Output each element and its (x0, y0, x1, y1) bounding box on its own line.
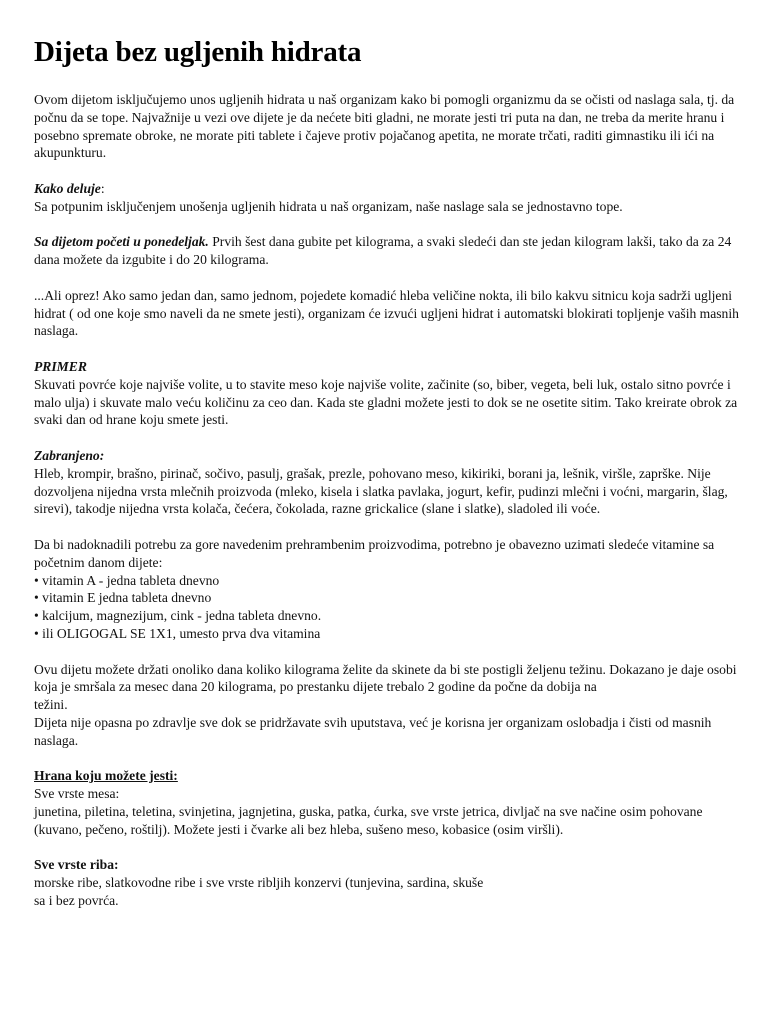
example-section (34, 358, 746, 429)
how-it-works-colon: : (100, 180, 105, 196)
monday-text: Prvih šest dana gubite pet kilograma, a svaki sledeći dan ste jedan kilogram lakši, tako da za 24 dana možete da izgubite i do 20 kilograma. (34, 234, 732, 268)
forbidden-text: Hleb, krompir, brašno, pirinač, sočivo, pasulj, grašak, prezle, pohovano meso, kikiriki, borani ja, lešnik, viršle, zaprške. Nije dozvoljena nijedna vrsta mlečnih proizvoda (mleko, kisela i slatka pavlaka, jogurt, kefir, pudinzi mlečni i voćni, margarin, šlag, sirevi), takodje nijedna vrsta kolača, čećera, čokolada, razne grickalice (slane i slatke), sladoled ili voće. (34, 465, 728, 517)
monday-label: Sa dijetom početi u ponedeljak. (34, 234, 209, 250)
how-it-works-text: Sa potpunim isključenjem unošenja ugljenih hidrata u naš organizam, naše naslage sala se jednostavno tope. (34, 198, 623, 214)
fish-text: morske ribe, slatkovodne ribe i sve vrste ribljih konzervi (tunjevina, sardina, skuše (34, 875, 484, 891)
how-it-works-label: Kako deluje (34, 180, 101, 196)
forbidden-section (34, 447, 746, 518)
fish-section (34, 856, 746, 909)
page-title: Dijeta bez ugljenih hidrata (34, 36, 362, 68)
duration-text: Ovu dijetu možete držati onoliko dana koliko kilograma želite da skinete da bi ste postigli željenu težinu. Dokazano je daje osobi koja je smršala za mesec dana 20 kilograma, po prestanku dijete trebalo 2 godine da počne da dobija na (34, 661, 737, 695)
vitamin-list-item: • kalcijum, magnezijum, cink - jedna tableta dnevno. (34, 608, 322, 624)
vitamins-section (34, 536, 746, 643)
monday-section (34, 233, 746, 269)
forbidden-label: Zabranjeno: (34, 447, 105, 463)
allowed-food-heading: Hrana koju možete jesti: (34, 768, 178, 784)
example-text: Skuvati povrće koje najviše volite, u to stavite meso koje najviše volite, začinite (so, biber, vegeta, beli luk, ostalo sitno povrće i malo ulja) i skuvate malo veću količinu za ceo dan. Kada ste gladni možete jesti to dok se ne osetite sitim. Tako kreirate obrok za svaki dan od hrane koju smete jesti. (34, 376, 738, 428)
vitamins-intro: Da bi nadoknadili potrebu za gore navedenim prehrambenim proizvodima, potrebno je obavezno uzimati sledeće vitamine sa početnim danom dijete: (34, 536, 715, 570)
example-label: PRIMER (34, 358, 87, 374)
intro-paragraph: Ovom dijetom isključujemo unos ugljenih hidrata u naš organizam kako bi pomogli organizmu da se očisti od naslaga sala, tj. da počnu da se tope. Najvažnije u vezi ove dijete je da nećete biti gladni, ne morate jesti tri puta na dan, ne treba da merite hranu i posebno spremate obroke, ne morate piti tablete i čajeve protiv pojačanog apetita, ne morate trčati, raditi gimnastiku ili ići na akupunkturu. (34, 92, 735, 161)
meat-text: junetina, piletina, teletina, svinjetina, jagnjetina, guska, patka, ćurka, sve vrste jetrica, divljač na sve načine osim pohovane (kuvano, pečeno, roštilj). Možete jesti i čvarke ali bez hleba, sušeno meso, kobasice (osim viršli). (34, 803, 703, 837)
safety-text: Dijeta nije opasna po zdravlje sve dok se pridržavate svih uputstava, već je korisna jer organizam oslobadja i čisti od masnih naslaga. (34, 714, 712, 748)
fish-label: Sve vrste riba: (34, 857, 119, 873)
fish-text-end: sa i bez povrća. (34, 892, 119, 908)
document-body (34, 91, 746, 927)
allowed-food-section (34, 767, 746, 838)
vitamin-list-item: • vitamin A - jedna tableta dnevno (34, 572, 220, 588)
vitamin-list-item: • vitamin E jedna tableta dnevno (34, 590, 212, 606)
duration-text-end: težini. (34, 697, 68, 713)
vitamin-list-item: • ili OLIGOGAL SE 1X1, umesto prva dva vitamina (34, 625, 321, 641)
duration-section (34, 661, 746, 750)
meat-label: Sve vrste mesa: (34, 786, 120, 802)
warning-paragraph: ...Ali oprez! Ako samo jedan dan, samo jednom, pojedete komadić hleba veličine nokta, ili bilo kakvu sitnicu koja sadrži ugljeni hidrat ( od one koje smo naveli da ne smete jesti), organizam će izvući ugljeni hidrat i automatski blokirati topljenje vaših masnih naslaga. (34, 287, 739, 339)
how-it-works-section (34, 180, 746, 216)
